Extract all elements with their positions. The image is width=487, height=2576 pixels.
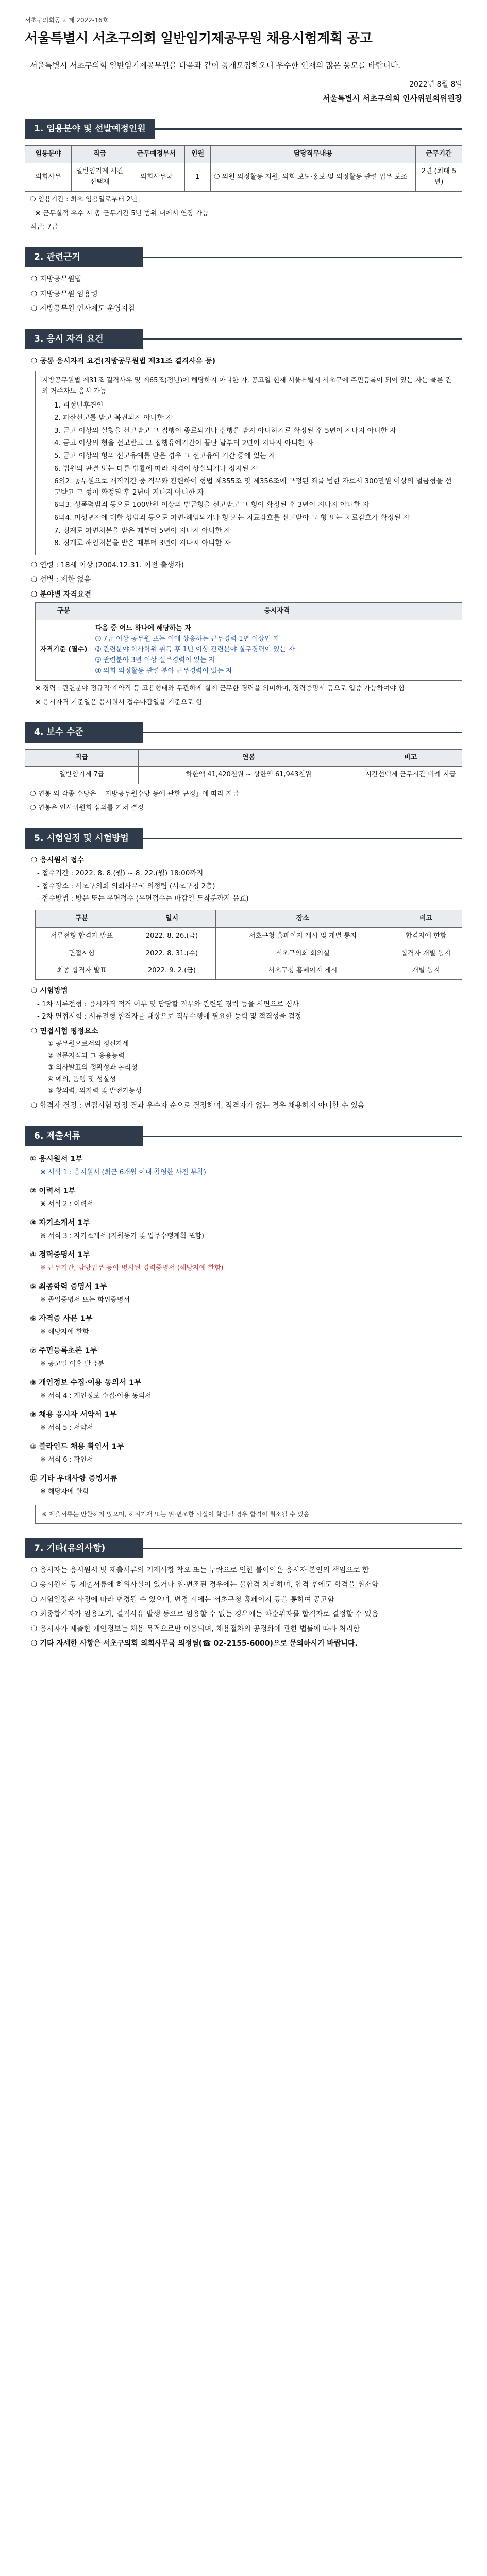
doc-item	[25, 1441, 462, 1466]
section-6-title: 6. 제출서류	[25, 1126, 143, 1146]
doc-head: ⑦ 주민등록초본 1부	[30, 1346, 97, 1355]
section-7-title: 7. 기타(유의사항)	[25, 1538, 143, 1558]
col-header: 연봉	[139, 749, 359, 767]
list-item: ❍ 응시자는 응시원서 및 제출서류의 기재사항 착오 또는 누락으로 인한 불이익은 응시자 본인의 책임으로 함	[31, 1566, 370, 1574]
list-item: ❍ 기타 자세한 사항은 서초구의회 의회사무국 의정팀(☎ 02-2155-6000)으로 문의하시기 바랍니다.	[31, 1639, 358, 1648]
cell: 2년 (최대 5년)	[416, 163, 462, 192]
cell: 면접시험	[36, 945, 128, 962]
note: ❍ 연봉은 인사위원회 심의를 거쳐 결정	[30, 804, 144, 812]
list-item: 6의4. 미성년자에 대한 성범죄 등으로 파면·해임되거나 형 또는 치료감호를 선고받아 그 형 또는 치료감호가 확정된 자	[54, 514, 410, 522]
list-item: ➀ 7급 이상 공무원 또는 이에 상응하는 근무경력 1년 이상인 자	[95, 635, 280, 643]
age-note: ❍ 연령 : 18세 이상 (2004.12.31. 이전 출생자)	[31, 561, 184, 569]
divider	[143, 338, 462, 340]
cell: 일반임기제 7급	[25, 767, 139, 784]
grade-note: 직급: 7급	[30, 223, 58, 231]
divider	[143, 838, 462, 839]
section-4-header	[25, 722, 462, 742]
doc-item	[25, 1473, 462, 1498]
cell: 최종 합격자 발표	[36, 962, 128, 980]
doc-head: ③ 자기소개서 1부	[30, 1218, 90, 1227]
list-item: - 1차 서류전형 : 응시자격 적격 여부 및 담당할 직무와 관련된 경력 등을 서면으로 심사	[37, 999, 299, 1008]
list-item: - 2차 면접시험 : 서류전형 합격자를 대상으로 직무수행에 필요한 능력 및 적격성을 검정	[37, 1012, 301, 1021]
doc-text: ※ 서식 1 : 응시원서 (최근 6개월 이내 촬영한 사진 부착)	[40, 1168, 206, 1176]
note: ※ 근무실적 우수 시 총 근무기간 5년 범위 내에서 연장 가능	[35, 209, 209, 217]
list-item: 5. 금고 이상의 형의 선고유예를 받은 경우 그 선고유예 기간 중에 있는 자	[54, 452, 276, 461]
notice-number: 서초구의회공고 제 2022-16호	[25, 16, 109, 24]
col-header: 비고	[359, 749, 462, 767]
cell: 합격자에 한함	[390, 927, 462, 945]
col-header: 인원	[185, 146, 211, 163]
list-item: 1. 피성년후견인	[54, 401, 104, 410]
gender-note: ❍ 성별 : 제한 없음	[31, 575, 91, 584]
doc-text: ※ 서식 2 : 이력서	[40, 1200, 93, 1208]
doc-text: ※ 서식 4 : 개인정보 수집·이용 동의서	[40, 1392, 152, 1400]
cell: 서초구청 홈페이지 게시 및 개별 통지	[216, 927, 390, 945]
doc-head: ⑥ 자격증 사본 1부	[30, 1314, 93, 1323]
cell: 합격자 개별 통지	[390, 945, 462, 962]
col-header: 임용분야	[25, 146, 72, 163]
section-5-title: 5. 시험일정 및 시험방법	[25, 828, 143, 849]
doc-item	[25, 1377, 462, 1402]
section-1-title: 1. 임용분야 및 선발예정인원	[25, 119, 155, 139]
doc-text: ※ 근무기간, 담당업무 등이 명시된 경력증명서 (해당자에 한함)	[40, 1264, 224, 1272]
cell: 2022. 9. 2.(금)	[128, 962, 216, 980]
list-item: ③ 의사발표의 정확성과 논리성	[47, 1063, 138, 1072]
list-item: ❍ 응시자가 제출한 개인정보는 채용 목적으로만 이용되며, 채용절차의 공정화에 관한 법률에 따라 처리함	[31, 1624, 360, 1633]
schedule-table	[35, 910, 462, 980]
doc-head: ⑪ 기타 우대사항 증빙서류	[30, 1474, 117, 1483]
col-header: 근무기간	[416, 146, 462, 163]
list-item: 6의2. 공무원으로 재직기간 중 직무와 관련하여 형법 제355조 및 제356조에 규정된 죄를 범한 자로서 300만원 이상의 벌금형을 선고받고 그 형이 확정된 후 2년이 지나지 아니한 자	[54, 477, 452, 497]
table-row	[36, 945, 462, 962]
list-item: ➃ 의회 의정활동 관련 분야 근무경력이 있는 자	[95, 667, 232, 675]
col-header: 근무예정부서	[128, 146, 185, 163]
doc-text: ※ 해당자에 한함	[40, 1328, 89, 1336]
cell: 의회사무국	[128, 163, 185, 192]
list-item: 4. 금고 이상의 형을 선고받고 그 집행유예기간이 끝난 날부터 2년이 지나지 아니한 자	[54, 439, 314, 448]
cell: 하한액 41,420천원 ~ 상한액 61,943천원	[139, 767, 359, 784]
common-title: ❍ 공통 응시자격 요건(지방공무원법 제31조 결격사유 등)	[31, 357, 216, 365]
col-header: 구분	[36, 602, 92, 620]
section-1-header	[25, 119, 462, 139]
cell: 자격기준 (필수)	[36, 620, 92, 680]
section-7-header	[25, 1538, 462, 1558]
list-item: 7. 징계로 파면처분을 받은 때부터 5년이 지나지 아니한 자	[54, 526, 231, 535]
cell: 시간선택제 근무시간 비례 지급	[359, 767, 462, 784]
decide-text: ❍ 합격자 결정 : 면접시험 평정 결과 우수자 순으로 결정하며, 적격자가 없는 경우 채용하지 아니할 수 있음	[31, 1101, 365, 1110]
cell: 일반임기제 시간선택제	[72, 163, 128, 192]
qualification-table	[35, 602, 462, 681]
cell: 서초구의회 회의실	[216, 945, 390, 962]
doc-item	[25, 1217, 462, 1242]
col-header: 직급	[25, 749, 139, 767]
col-header: 직급	[72, 146, 128, 163]
grade-value: 7급	[47, 223, 58, 231]
doc-text: ※ 서식 6 : 확인서	[40, 1455, 93, 1464]
divider	[143, 257, 462, 258]
col-header: 비고	[390, 910, 462, 928]
cell: 서초구청 홈페이지 게시	[216, 962, 390, 980]
list-item: ❍ 최종합격자가 임용포기, 결격사유 발생 등으로 임용할 수 없는 경우에는 차순위자를 합격자로 결정할 수 있음	[31, 1610, 379, 1619]
pay-table	[25, 749, 462, 785]
period-label: - 접수기간 : 2022. 8. 8.(월) ~ 8. 22.(월) 18:00까지	[37, 869, 204, 878]
cell: 의회사무	[25, 163, 72, 192]
qual-title: ❍ 분야별 자격요건	[31, 590, 91, 599]
table-row	[25, 163, 462, 192]
cell: 2022. 8. 26.(금)	[128, 927, 216, 945]
list-item: ❍ 응시원서 등 제출서류에 허위사실이 있거나 위·변조된 경우에는 불합격 처리하며, 합격 후에도 합격을 취소함	[31, 1581, 379, 1589]
list-item: 다음 중 어느 하나에 해당하는 자	[95, 624, 191, 632]
doc-head: ⑩ 블라인드 채용 확인서 1부	[30, 1442, 124, 1451]
divider	[143, 1548, 462, 1549]
doc-text: ※ 공고일 이후 발급분	[40, 1360, 104, 1368]
list-item: 3. 금고 이상의 실형을 선고받고 그 집행이 종료되거나 집행을 받지 아니하기로 확정된 후 5년이 지나지 아니한 자	[54, 426, 396, 435]
position-table	[25, 145, 462, 191]
table-row	[25, 767, 462, 784]
col-header: 장소	[216, 910, 390, 928]
doc-text: ※ 해당자에 한함	[40, 1487, 89, 1496]
section-3-header	[25, 329, 462, 349]
col-header: 응시자격	[92, 602, 462, 620]
doc-item	[25, 1185, 462, 1210]
list-item: 2. 파산선고를 받고 복권되지 아니한 자	[54, 414, 173, 422]
list-item: ① 공무원으로서의 정신자세	[47, 1040, 129, 1048]
list-item: ❍ 지방공무원법	[31, 275, 82, 284]
doc-item	[25, 1281, 462, 1306]
section-2-header	[25, 247, 462, 267]
table-row	[36, 927, 462, 945]
intro-text: 서울특별시 서초구의회 일반임기제공무원을 다음과 같이 공개모집하오니 우수한 인재의 많은 응모를 바랍니다.	[30, 60, 400, 70]
list-item: ❍ 지방공무원 임용령	[31, 290, 98, 298]
divider	[143, 1136, 462, 1137]
table-row	[36, 620, 462, 680]
doc-text: ※ 서식 3 : 자기소개서 (지원동기 및 업무수행계획 포함)	[40, 1232, 204, 1240]
cell: 2022. 8. 31.(수)	[128, 945, 216, 962]
doc-item	[25, 1409, 462, 1434]
list-item: ❍ 시험일정은 사정에 따라 변경될 수 있으며, 변경 시에는 서초구청 홈페이지 등을 통하여 공고함	[31, 1595, 334, 1604]
col-header: 담당직무내용	[211, 146, 416, 163]
doc-text: ※ 서식 5 : 서약서	[40, 1423, 93, 1432]
page-title: 서울특별시 서초구의회 일반임기제공무원 채용시험계획 공고	[25, 31, 373, 47]
table-row	[36, 962, 462, 980]
doc-head: ⑧ 개인정보 수집·이용 동의서 1부	[30, 1378, 142, 1387]
note: ※ 응시자격 기준일은 응시원서 접수마감일을 기준으로 함	[35, 698, 203, 706]
doc-head: ② 이력서 1부	[30, 1187, 76, 1195]
section-2-title: 2. 관련근거	[25, 247, 143, 267]
list-item: 6의3. 성폭력범죄 등으로 100만원 이상의 벌금형을 선고받고 그 형이 확정된 후 3년이 지나지 아니한 자	[54, 501, 370, 510]
doc-item	[25, 1249, 462, 1274]
section-6-header	[25, 1126, 462, 1146]
doc-item	[25, 1313, 462, 1338]
place-label: - 접수장소 : 서초구의회 의회사무국 의정팀 (서초구청 2층)	[37, 882, 215, 890]
list-item: ② 전문지식과 그 응용능력	[47, 1052, 125, 1060]
eval-title: ❍ 면접시험 평정요소	[31, 1027, 98, 1036]
cell: 서류전형 합격자 발표	[36, 927, 128, 945]
cell: 개별 통지	[390, 962, 462, 980]
cell: ❍ 의원 의정활동 지원, 의회 보도·홍보 및 의정활동 관련 업무 보조	[211, 163, 416, 192]
list-item: 6. 법원의 판결 또는 다른 법률에 따라 자격이 상실되거나 정지된 자	[54, 464, 258, 473]
section-4-title: 4. 보수 수준	[25, 722, 143, 742]
list-item: ❍ 지방공무원 인사제도 운영지침	[31, 304, 135, 313]
signer: 서울특별시 서초구의회 인사위원회위원장	[322, 94, 462, 104]
doc-head: ⑤ 최종학력 증명서 1부	[30, 1282, 107, 1291]
divider	[155, 128, 462, 130]
col-header: 구분	[36, 910, 128, 928]
divider	[143, 732, 462, 733]
doc-head: ① 응시원서 1부	[30, 1155, 83, 1163]
section-3-title: 3. 응시 자격 요건	[25, 329, 143, 349]
doc-item	[25, 1154, 462, 1178]
cell: 1	[185, 163, 211, 192]
common-text: 지방공무원법 제31조 결격사유 및 제65조(정년)에 해당하지 아니한 자, 공고일 현재 서울특별시 서초구에 주민등록이 되어 있는 자는 물론 관외 거주자도 응시 가능	[42, 377, 452, 395]
doc-text: ※ 졸업증명서 또는 학위증명서	[40, 1296, 130, 1304]
list-item: ⑤ 창의력, 의지력 및 발전가능성	[47, 1087, 142, 1095]
doc-item	[25, 1345, 462, 1370]
note: ※ 경력 : 관련분야 정규직·계약직 등 고용형태와 무관하게 실제 근무한 경력을 의미하며, 경력증명서 등으로 입증 가능하여야 함	[35, 684, 405, 692]
list-item: ➂ 관련분야 3년 이상 실무경력이 있는 자	[95, 656, 215, 665]
doc-head: ⑨ 채용 응시자 서약서 1부	[30, 1410, 117, 1419]
method-label: - 접수방법 : 방문 또는 우편접수 (우편접수는 마감일 도착분까지 유효)	[37, 894, 249, 903]
note: ❍ 연봉 외 각종 수당은 「지방공무원수당 등에 관한 규정」에 따라 지급	[30, 790, 239, 799]
common-box	[35, 371, 462, 555]
cell	[92, 620, 462, 680]
doc-head: ④ 경력증명서 1부	[30, 1250, 90, 1259]
list-item: 8. 징계로 해임처분을 받은 때부터 3년이 지나지 아니한 자	[54, 539, 231, 548]
schedule-title: ❍ 응시원서 접수	[31, 856, 85, 865]
doc-notice: ※ 제출서류는 반환하지 않으며, 허위기재 또는 위·변조한 사실이 확인될 경우 합격이 취소될 수 있음	[35, 1505, 462, 1524]
list-item: ④ 예의, 품행 및 성실성	[47, 1075, 116, 1083]
section-5-header	[25, 828, 462, 849]
list-item: ➁ 관련분야 학사학위 취득 후 1년 이상 관련분야 실무경력이 있는 자	[95, 646, 295, 654]
method-title: ❍ 시험방법	[31, 987, 68, 995]
notice-date: 2022년 8월 8일	[409, 80, 462, 89]
col-header: 일시	[128, 910, 216, 928]
note: ❍ 임용기간 : 최초 임용일로부터 2년	[30, 195, 138, 204]
